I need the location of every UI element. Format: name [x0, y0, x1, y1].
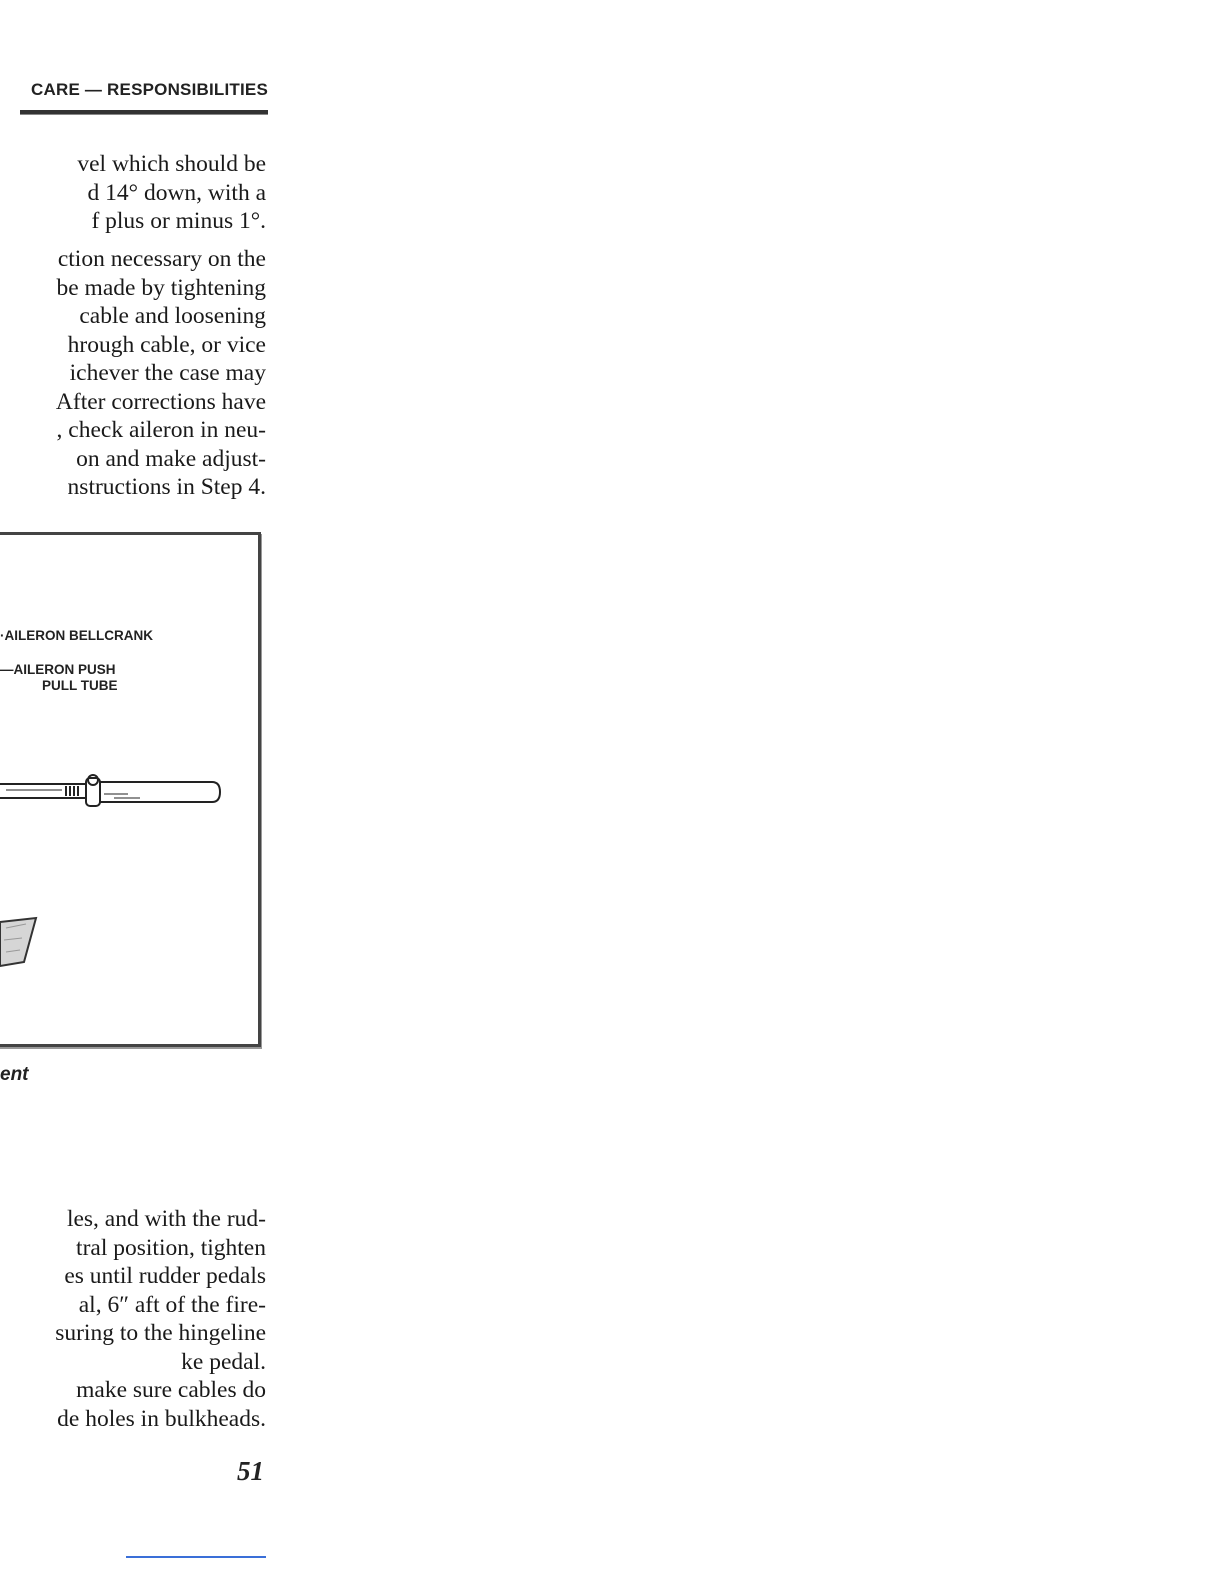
bracket-fitting-drawing [0, 912, 60, 972]
paragraph-continuation: vel which should be d 14° down, with a f plus or minus 1°. [77, 151, 266, 234]
running-header: CARE — RESPONSIBILITIES [31, 80, 268, 99]
figure-caption: ent [0, 1064, 29, 1085]
paragraph-rudder-cables: les, and with the rud- tral position, tighten es until rudder pedals al, 6″ aft of the fire- suring to the hingeline ke pedal. make sure cables do de holes in bulkheads. [55, 1206, 266, 1432]
bottom-link-line [126, 1556, 266, 1558]
leader-line: — [0, 662, 14, 677]
figure-label-push-pull-tube-line2: PULL TUBE [42, 678, 118, 693]
push-pull-tube-drawing [0, 760, 240, 820]
paragraph-correction: ction necessary on the be made by tightening cable and loosening hrough cable, or vice ichever the case may After corrections have , check aileron in neu- on and make adjust- nstructions in Step 4. [55, 246, 266, 500]
page-number: 51 [237, 1456, 264, 1486]
header-rule [20, 110, 268, 115]
figure-label-push-pull-tube: —AILERON PUSH [0, 662, 116, 677]
leader-dot: · [0, 628, 5, 643]
figure-label-bellcrank: ·AILERON BELLCRANK [0, 628, 153, 643]
